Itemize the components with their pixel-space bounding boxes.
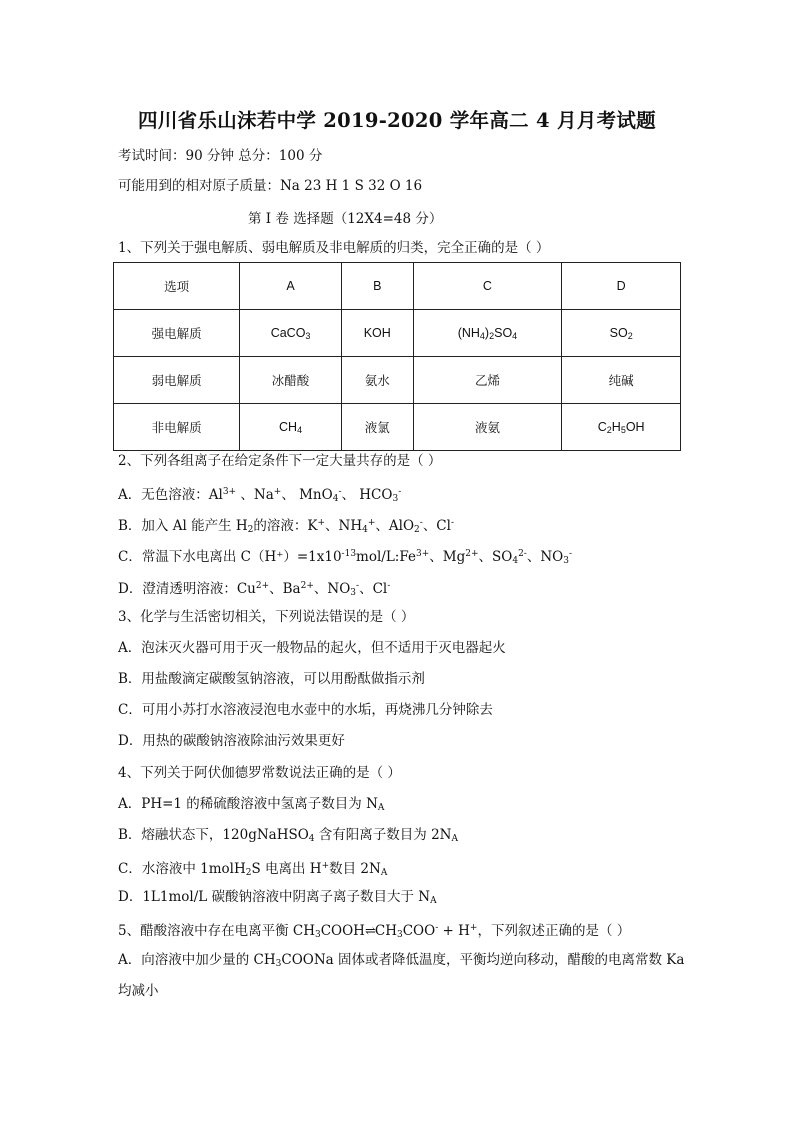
table-cell: $C_2H_5OH$ <box>562 404 681 451</box>
q2-option-d: D．澄清透明溶液：$Cu^{2+}$、$Ba^{2+}$、$NO_3^-$、Cl- <box>118 581 391 598</box>
q4-option-b: B．熔融状态下，120gNaHSO$_4$ 含有阳离子数目为 $2N_A$ <box>118 827 458 844</box>
table-cell: 液氨 <box>413 404 562 451</box>
q5-option-a-continued: 均减小 <box>118 983 159 999</box>
q3-stem: 3、化学与生活密切相关，下列说法错误的是（ ） <box>118 609 415 625</box>
q1-stem: 1、下列关于强电解质、弱电解质及非电解质的归类，完全正确的是（ ） <box>118 240 550 256</box>
q4-stem: 4、下列关于阿伏伽德罗常数说法正确的是（ ） <box>118 765 401 781</box>
table-cell: $SO_2$ <box>562 310 681 357</box>
table-header-cell: D <box>562 263 681 310</box>
atomic-mass-line: 可能用到的相对原子质量：Na 23 H 1 S 32 O 16 <box>118 178 423 194</box>
table-cell: 纯碱 <box>562 357 681 404</box>
exam-title: 四川省乐山沫若中学 2019-2020 学年高二 4 月月考试题 <box>138 109 656 132</box>
q3-option-a: A．泡沫灭火器可用于灭一般物品的起火，但不适用于灭电器起火 <box>118 640 506 656</box>
q2-option-c: C．常温下水电离出 $C(H^+)=1x10^{-13}mol/L:Fe^{3+}$、$Mg^{2+}$、$SO_4^{2-}$、$NO_3^-$ <box>118 549 573 566</box>
q1-classification-table <box>113 262 681 451</box>
table-header-row <box>114 263 681 310</box>
table-header-cell: C <box>413 263 562 310</box>
q2-stem: 2、下列各组离子在给定条件下一定大量共存的是（ ） <box>118 453 442 469</box>
table-cell: KOH <box>341 310 413 357</box>
q4-option-a: A．PH=1 的稀硫酸溶液中氢离子数目为 $N_A$ <box>118 796 385 813</box>
table-header-cell: A <box>240 263 342 310</box>
section-heading: 第 I 卷 选择题（12X4=48 分） <box>248 211 443 227</box>
table-cell: CaCO$_3$ <box>240 310 342 357</box>
equilibrium-arrow-icon: ⇌ <box>364 924 375 939</box>
row-label: 非电解质 <box>114 404 240 451</box>
table-cell: $(NH_4)_2SO_4$ <box>413 310 562 357</box>
table-header-cell: 选项 <box>114 263 240 310</box>
q3-option-c: C．可用小苏打水溶液浸泡电水壶中的水垢，再烧沸几分钟除去 <box>118 702 493 718</box>
q4-option-c: C．水溶液中 1molH$_2$S 电离出 H+数目 $2N_A$ <box>118 861 388 878</box>
table-row-weak <box>114 357 681 404</box>
table-row-non <box>114 404 681 451</box>
q5-option-a: A．向溶液中加少量的 $CH_3COONa$ 固体或者降低温度，平衡均逆向移动，醋酸的电离常数 Ka <box>118 952 685 969</box>
table-cell: $CH_4$ <box>240 404 342 451</box>
q2-option-a: A．无色溶液：$Al^{3+}$ 、Na+、 MnO$_4$-、 $HCO_3^-$ <box>118 487 402 504</box>
table-header-cell: B <box>341 263 413 310</box>
row-label: 弱电解质 <box>114 357 240 404</box>
exam-time: 考试时间：90 分钟 总分：100 分 <box>118 148 323 164</box>
row-label: 强电解质 <box>114 310 240 357</box>
table-cell: 冰醋酸 <box>240 357 342 404</box>
q4-option-d: D．1L1mol/L 碳酸钠溶液中阴离子离子数目大于 $N_A$ <box>118 889 437 906</box>
table-cell: 乙烯 <box>413 357 562 404</box>
table-row-strong <box>114 310 681 357</box>
q3-option-d: D．用热的碳酸钠溶液除油污效果更好 <box>118 733 345 749</box>
table-cell: 氨水 <box>341 357 413 404</box>
q2-option-b: B．加入 Al 能产生 $H_2$的溶液：K+、$NH_4^+$、AlO$_2$-、Cl- <box>118 518 455 535</box>
q5-stem: 5、醋酸溶液中存在电离平衡 $CH_3COOH\rightleftharpoons CH_3COO^- + H^+$，下列叙述正确的是（ ） <box>118 923 631 940</box>
q3-option-b: B．用盐酸滴定碳酸氢钠溶液，可以用酚酞做指示剂 <box>118 671 425 687</box>
table-cell: 液氯 <box>341 404 413 451</box>
